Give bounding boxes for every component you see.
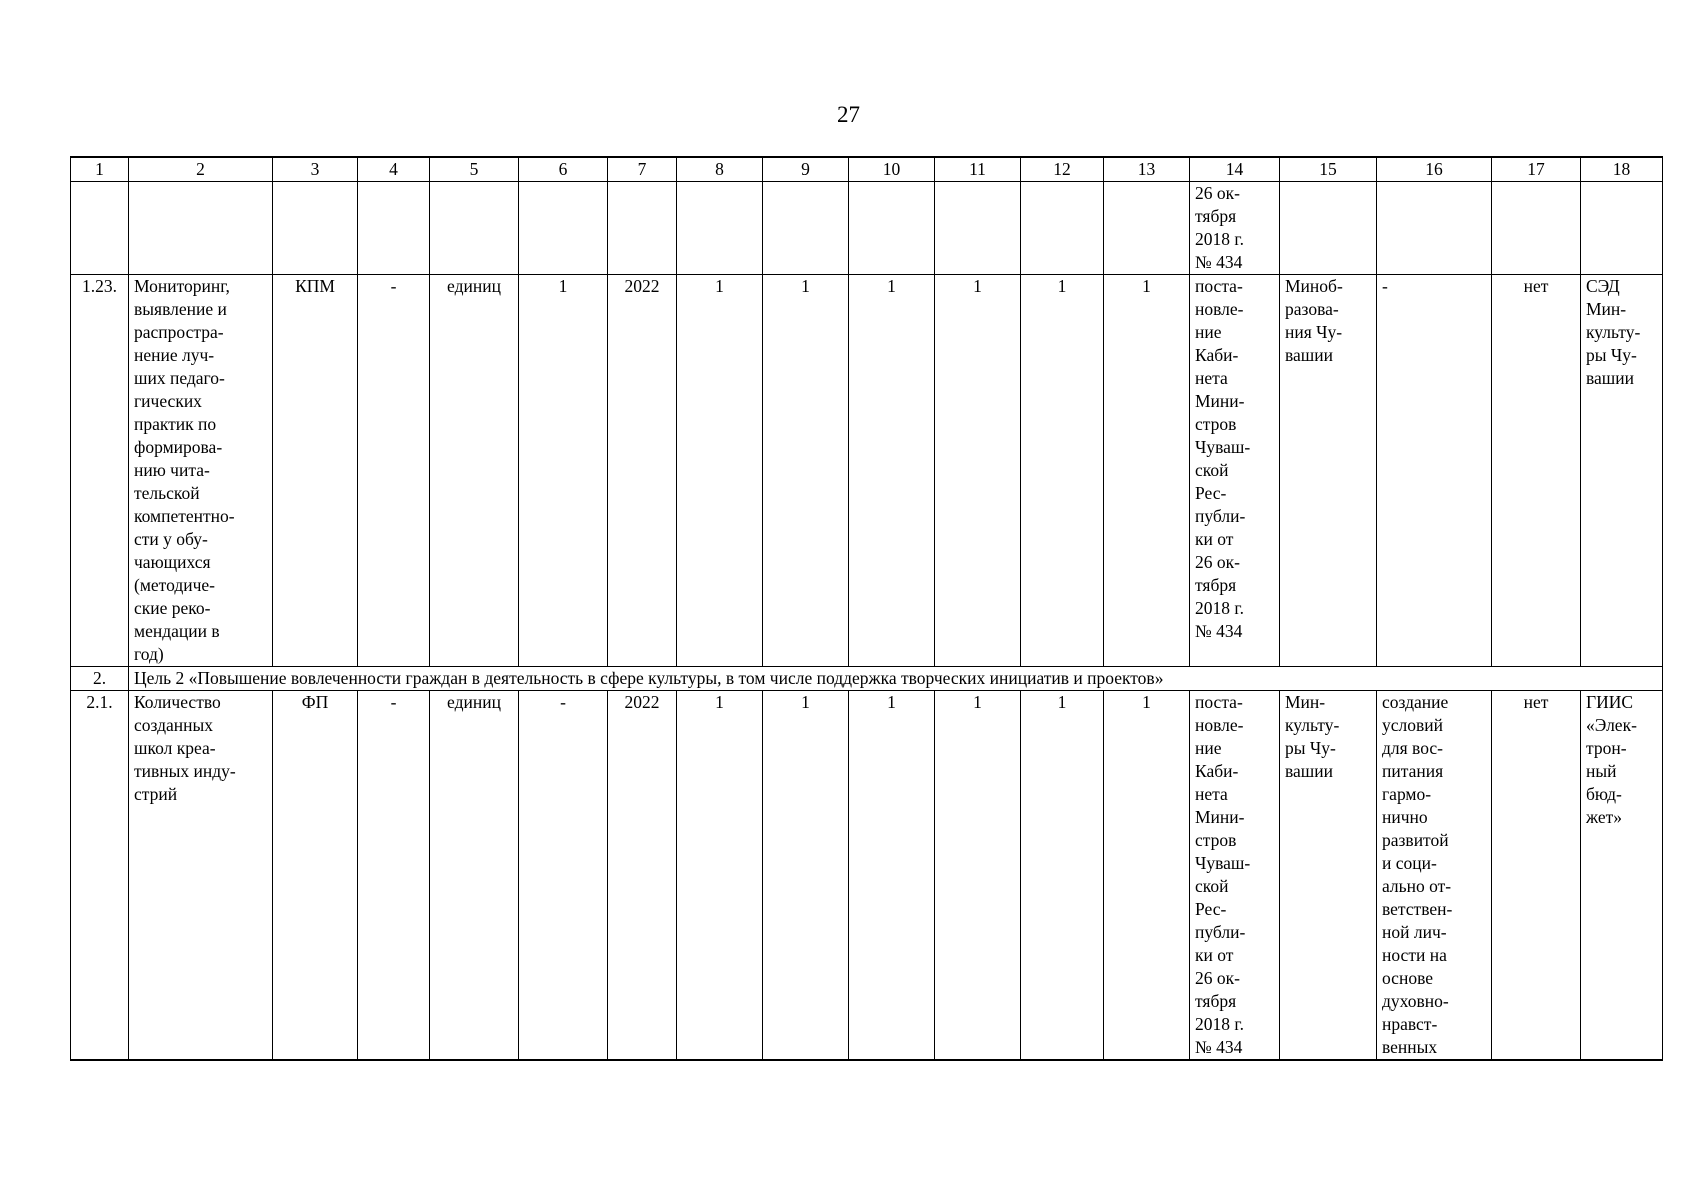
- column-header: 11: [935, 157, 1021, 182]
- column-header: 16: [1377, 157, 1492, 182]
- column-header: 10: [849, 157, 935, 182]
- cell-text-line: (методиче-: [134, 575, 215, 595]
- column-header: 7: [608, 157, 677, 182]
- cell-text-line: год): [134, 644, 164, 664]
- row-number: 1.23.: [71, 275, 129, 667]
- cell-text-line: Мини-: [1195, 807, 1245, 827]
- column-header: 3: [273, 157, 358, 182]
- cell-text-line: ние: [1195, 322, 1222, 342]
- cell-text-line: публи-: [1195, 922, 1246, 942]
- cell-text-line: ние: [1195, 738, 1222, 758]
- cell-text-line: развитой: [1382, 830, 1449, 850]
- responsible-body: [1280, 691, 1377, 1061]
- cell-text-line: «Элек-: [1586, 715, 1637, 735]
- responsible-body: [1280, 275, 1377, 667]
- indicator-value: 1: [1104, 275, 1190, 667]
- cell-text-line: компетентно-: [134, 506, 235, 526]
- cell-text-line: условий: [1382, 715, 1443, 735]
- cell-text-line: сти у обу-: [134, 529, 208, 549]
- cell-text-line: ки от: [1195, 945, 1234, 965]
- cell-text-line: школ креа-: [134, 738, 216, 758]
- col17-value: нет: [1492, 275, 1581, 667]
- cell-text-line: поста-: [1195, 692, 1243, 712]
- cell-text-line: Чуваш-: [1195, 437, 1251, 457]
- indicator-col4: -: [358, 275, 430, 667]
- indicator-value: 1: [849, 691, 935, 1061]
- indicator-value: 1: [677, 691, 763, 1061]
- cell-text-line: поста-: [1195, 276, 1243, 296]
- indicator-value: 1: [677, 275, 763, 667]
- indicator-value: 1: [935, 691, 1021, 1061]
- cell-text-line: ших педаго-: [134, 368, 225, 388]
- header-row: [71, 157, 1663, 182]
- indicator-name: [129, 275, 273, 667]
- cell-text-line: 26 ок-: [1195, 552, 1240, 572]
- cell-text-line: Чуваш-: [1195, 853, 1251, 873]
- cell-text-line: стров: [1195, 414, 1237, 434]
- indicators-table: [70, 156, 1663, 1061]
- continued-document-cell: [1190, 182, 1280, 275]
- cell-text-line: вашии: [1586, 368, 1635, 388]
- cell-text-line: ности на: [1382, 945, 1447, 965]
- information-system: [1581, 275, 1663, 667]
- cell-text-line: Мини-: [1195, 391, 1245, 411]
- cell-text-line: нравст-: [1382, 1014, 1438, 1034]
- cell-text-line: стрий: [134, 784, 178, 804]
- cell-text-line: 26 ок-: [1195, 968, 1240, 988]
- cell-text-line: ной лич-: [1382, 922, 1447, 942]
- indicator-source: КПМ: [273, 275, 358, 667]
- cell-text-line: нета: [1195, 368, 1228, 388]
- cell-text-line: венных: [1382, 1037, 1438, 1057]
- cell-text-line: 2018 г.: [1195, 598, 1244, 618]
- cell-text-line: тивных инду-: [134, 761, 236, 781]
- related-result: [1377, 691, 1492, 1061]
- cell-text-line: Каби-: [1195, 345, 1239, 365]
- cell-text-line: распростра-: [134, 322, 224, 342]
- cell-text-line: нию чита-: [134, 460, 210, 480]
- cell-text-line: новле-: [1195, 299, 1244, 319]
- cell-text-line: формирова-: [134, 437, 223, 457]
- cell-text-line: № 434: [1195, 1037, 1243, 1057]
- indicator-value: 1: [849, 275, 935, 667]
- indicator-value: 1: [1104, 691, 1190, 1061]
- cell-text-line: бюд-: [1586, 784, 1622, 804]
- cell-text-line: 2018 г.: [1195, 1014, 1244, 1034]
- cell-text-line: Мин-: [1285, 692, 1326, 712]
- cell-text-line: вашии: [1285, 345, 1334, 365]
- cell-text-line: мендации в: [134, 621, 220, 641]
- cell-text-line: ГИИС: [1586, 692, 1634, 712]
- indicator-value: 1: [763, 691, 849, 1061]
- cell-text-line: ской: [1195, 460, 1229, 480]
- indicator-base-year: 2022: [608, 275, 677, 667]
- indicator-base-year: 2022: [608, 691, 677, 1061]
- cell-text-line: № 434: [1195, 621, 1243, 641]
- cell-text-line: ально от-: [1382, 876, 1452, 896]
- indicator-unit: единиц: [430, 691, 519, 1061]
- regulatory-document: [1190, 691, 1280, 1061]
- cell-text-line: создание: [1382, 692, 1449, 712]
- column-header: 13: [1104, 157, 1190, 182]
- indicator-unit: единиц: [430, 275, 519, 667]
- column-header: 9: [763, 157, 849, 182]
- column-header: 2: [129, 157, 273, 182]
- column-header: 5: [430, 157, 519, 182]
- goal-text: Цель 2 «Повышение вовлеченности граждан в деятельность в сфере культуры, в том числе поддержка творческих инициатив и проектов»: [129, 667, 1663, 691]
- goal-row: [71, 667, 1663, 691]
- indicator-value: 1: [1021, 275, 1104, 667]
- table-row: [71, 691, 1663, 1061]
- cell-text-line: № 434: [1195, 252, 1243, 272]
- cell-text-line: ры Чу-: [1586, 345, 1637, 365]
- cell-text-line: ветствен-: [1382, 899, 1453, 919]
- cell-text-line: Миноб-: [1285, 276, 1343, 296]
- cell-text-line: ской: [1195, 876, 1229, 896]
- cell-text-line: Мониторинг,: [134, 276, 230, 296]
- cell-text-line: ры Чу-: [1285, 738, 1336, 758]
- column-header: 1: [71, 157, 129, 182]
- cell-text-line: вашии: [1285, 761, 1334, 781]
- cell-text-line: 26 ок-: [1195, 183, 1240, 203]
- cell-text-line: 2018 г.: [1195, 229, 1244, 249]
- cell-text-line: тября: [1195, 575, 1237, 595]
- indicator-name: [129, 691, 273, 1061]
- column-header: 4: [358, 157, 430, 182]
- cell-text-line: ские реко-: [134, 598, 211, 618]
- cell-text-line: ния Чу-: [1285, 322, 1343, 342]
- cell-text-line: публи-: [1195, 506, 1246, 526]
- column-header: 17: [1492, 157, 1581, 182]
- cell-text-line: и соци-: [1382, 853, 1437, 873]
- regulatory-document: [1190, 275, 1280, 667]
- indicator-base-value: -: [519, 691, 608, 1061]
- table-row: [71, 275, 1663, 667]
- indicator-base-value: 1: [519, 275, 608, 667]
- cell-text-line: для вос-: [1382, 738, 1443, 758]
- column-header: 14: [1190, 157, 1280, 182]
- cell-text-line: новле-: [1195, 715, 1244, 735]
- cell-text-line: созданных: [134, 715, 214, 735]
- cell-text-line: ки от: [1195, 529, 1234, 549]
- cell-text-line: трон-: [1586, 738, 1627, 758]
- cell-text-line: тября: [1195, 991, 1237, 1011]
- cell-text-line: разова-: [1285, 299, 1339, 319]
- page-number: 27: [837, 102, 860, 127]
- column-header: 15: [1280, 157, 1377, 182]
- cell-text-line: выявление и: [134, 299, 227, 319]
- cell-text-line: гических: [134, 391, 202, 411]
- row-number: 2.1.: [71, 691, 129, 1061]
- cell-text-line: культу-: [1586, 322, 1641, 342]
- goal-number: 2.: [71, 667, 129, 691]
- indicator-value: 1: [935, 275, 1021, 667]
- column-header: 8: [677, 157, 763, 182]
- cell-text-line: тября: [1195, 206, 1237, 226]
- indicator-value: 1: [1021, 691, 1104, 1061]
- cell-text-line: тельской: [134, 483, 200, 503]
- indicator-col4: -: [358, 691, 430, 1061]
- information-system: [1581, 691, 1663, 1061]
- continuation-row: [71, 182, 1663, 275]
- col17-value: нет: [1492, 691, 1581, 1061]
- cell-text-line: стров: [1195, 830, 1237, 850]
- cell-text-line: чающихся: [134, 552, 211, 572]
- cell-text-line: Мин-: [1586, 299, 1627, 319]
- cell-text-line: СЭД: [1586, 276, 1620, 296]
- cell-text-line: нета: [1195, 784, 1228, 804]
- column-header: 6: [519, 157, 608, 182]
- cell-text-line: Количество: [134, 692, 221, 712]
- cell-text-line: практик по: [134, 414, 217, 434]
- cell-text-line: гармо-: [1382, 784, 1432, 804]
- cell-text-line: нично: [1382, 807, 1428, 827]
- indicator-source: ФП: [273, 691, 358, 1061]
- column-header: 18: [1581, 157, 1663, 182]
- cell-text-line: нение луч-: [134, 345, 215, 365]
- indicator-value: 1: [763, 275, 849, 667]
- related-result: -: [1377, 275, 1492, 667]
- cell-text-line: Рес-: [1195, 483, 1227, 503]
- cell-text-line: Каби-: [1195, 761, 1239, 781]
- cell-text-line: духовно-: [1382, 991, 1449, 1011]
- cell-text-line: жет»: [1586, 807, 1623, 827]
- cell-text-line: культу-: [1285, 715, 1340, 735]
- cell-text-line: ный: [1586, 761, 1617, 781]
- cell-text-line: основе: [1382, 968, 1433, 988]
- cell-text-line: Рес-: [1195, 899, 1227, 919]
- cell-text-line: питания: [1382, 761, 1444, 781]
- column-header: 12: [1021, 157, 1104, 182]
